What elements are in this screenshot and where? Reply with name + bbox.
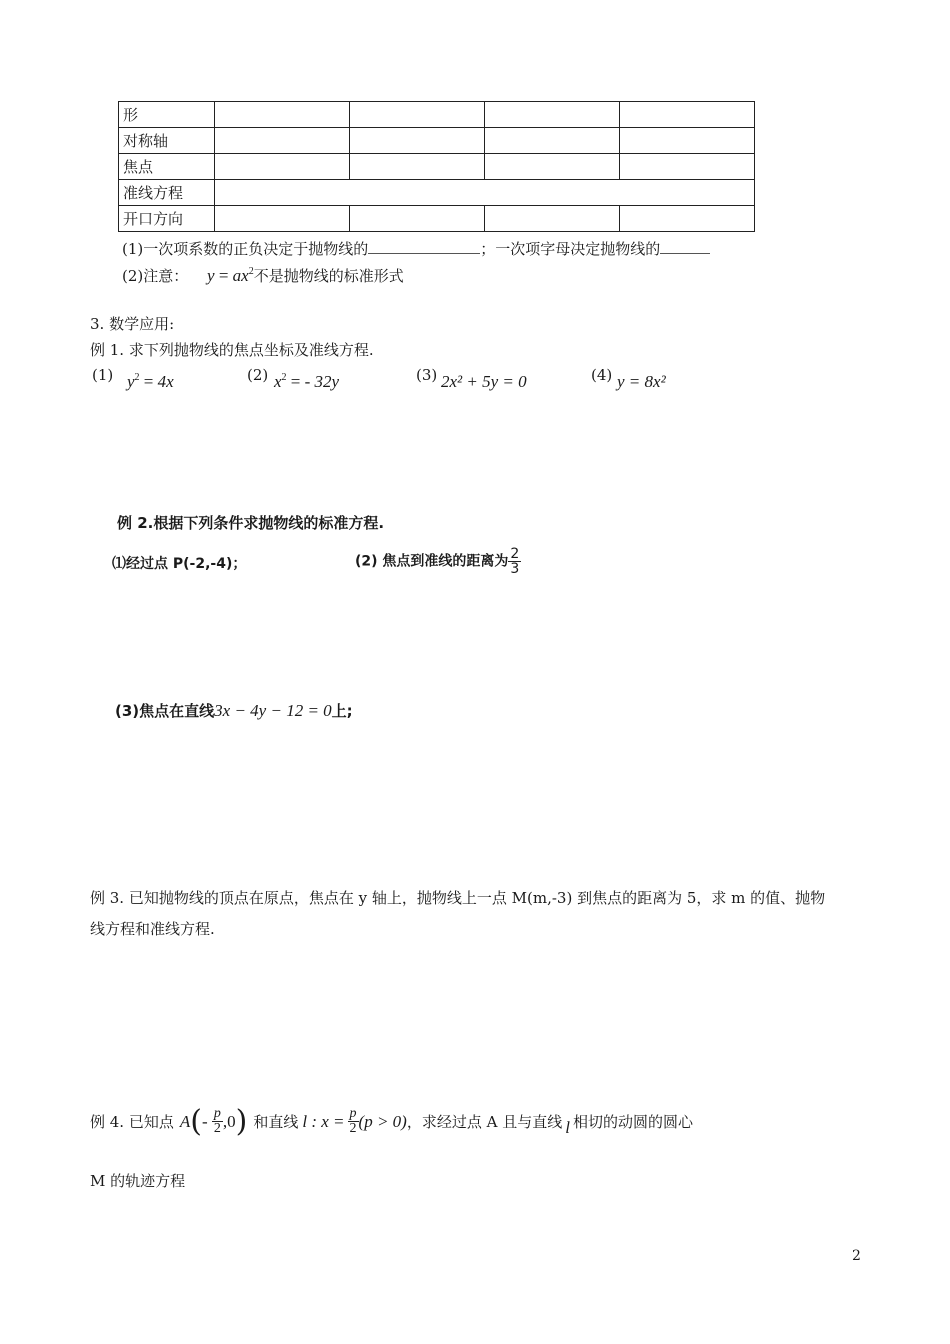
table-cell — [485, 206, 620, 232]
note-2-prefix: (2)注意： — [122, 267, 189, 285]
formula-y-ax2: $y = ax^2$ — [207, 266, 254, 285]
ex1-item-4-num: (4) — [591, 366, 613, 384]
line-l-formula: l : x = $\frac{p}{2}$ (p > 0) — [302, 1106, 407, 1136]
example-3-line-2: 线方程和准线方程. — [90, 920, 215, 938]
table-cell — [215, 154, 350, 180]
table-cell — [620, 154, 755, 180]
row-label: 准线方程 — [119, 180, 215, 206]
table-cell — [215, 102, 350, 128]
parabola-properties-table — [118, 101, 755, 232]
table-cell — [215, 206, 350, 232]
blank-line[interactable] — [368, 239, 480, 254]
table-row — [119, 102, 755, 128]
note-1-middle: ；一次项字母决定抛物线的 — [480, 240, 661, 258]
note-2 — [122, 265, 404, 286]
row-label: 对称轴 — [119, 128, 215, 154]
ex4-suffix: ，求经过点 A 且与直线 — [406, 1113, 563, 1131]
table-cell — [350, 206, 485, 232]
table-row — [119, 180, 755, 206]
note-1-prefix: (1)一次项系数的正负决定于抛物线的 — [122, 240, 369, 258]
table-cell — [350, 102, 485, 128]
ex2-item-2: (2) 焦点到准线的距离为 $\frac{2}{3}$ — [355, 546, 520, 577]
table-cell — [350, 128, 485, 154]
note-1 — [122, 238, 710, 259]
table-row — [119, 206, 755, 232]
example-1-title: 例 1. 求下列抛物线的焦点坐标及准线方程. — [90, 341, 374, 359]
table-cell — [215, 128, 350, 154]
ex2-item-1: ⑴经过点 P(-2,-4)； — [112, 556, 247, 572]
ex4-prefix: 例 4. 已知点 — [90, 1113, 174, 1131]
table-cell-merged — [215, 180, 755, 206]
ex1-item-1-num: (1) — [92, 366, 114, 384]
page-number: 2 — [852, 1248, 861, 1264]
row-label: 开口方向 — [119, 206, 215, 232]
ex1-item-3-num: (3) — [416, 366, 438, 384]
example-2-title: 例 2.根据下列条件求抛物线的标准方程. — [117, 514, 385, 532]
row-label: 形 — [119, 102, 215, 128]
table-cell — [620, 206, 755, 232]
table-cell — [485, 128, 620, 154]
ex1-item-3-formula: 2x² + 5y = 0 — [441, 372, 527, 391]
ex1-item-1-formula: $y^2 = 4x$ — [127, 372, 174, 391]
ex2-item-3: (3)焦点在直线3x − 4y − 12 = 0上; — [115, 701, 353, 720]
section-title: 3. 数学应用: — [90, 315, 175, 333]
ex1-item-2-num: (2) — [247, 366, 269, 384]
example-4-line-2: M 的轨迹方程 — [90, 1172, 186, 1190]
table-cell — [485, 102, 620, 128]
note-2-suffix: 不是抛物线的标准形式 — [253, 267, 404, 285]
ex1-item-2-formula: $x^2$ = - 32y — [274, 372, 340, 391]
table-row — [119, 154, 755, 180]
ex4-suffix-2: 相切的动圆的圆心 — [572, 1113, 693, 1131]
table-row — [119, 128, 755, 154]
table-cell — [485, 154, 620, 180]
table-cell — [620, 128, 755, 154]
row-label: 焦点 — [119, 154, 215, 180]
example-4-line-1 — [90, 1104, 693, 1139]
table-cell — [350, 154, 485, 180]
blank-line[interactable] — [660, 239, 710, 254]
point-a-formula: A ( - $\frac{p}{2}$ , 0 ) — [179, 1104, 248, 1139]
ex1-item-4-formula: y = 8x² — [617, 372, 666, 391]
line-l-symbol: l — [565, 1117, 570, 1137]
example-3-line-1: 例 3. 已知抛物线的顶点在原点，焦点在 y 轴上，抛物线上一点 M(m,-3) 到焦点的距离为 5，求 m 的值、抛物 — [90, 889, 826, 907]
ex4-mid: 和直线 — [253, 1113, 299, 1131]
table-cell — [620, 102, 755, 128]
